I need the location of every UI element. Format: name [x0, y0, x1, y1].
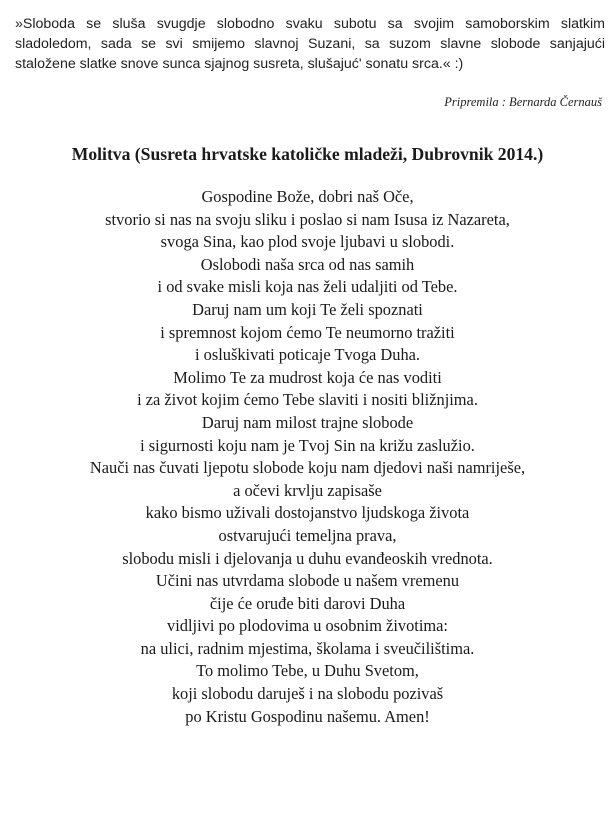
- prayer-line: Učini nas utvrdama slobode u našem vremenu: [155, 571, 460, 591]
- prayer-line: koji slobodu daruješ i na slobodu pozivaš: [171, 684, 444, 704]
- prayer-line: vidljivi po plodovima u osobnim životima:: [167, 616, 448, 636]
- prayer-line: Daruj nam um koji Te želi spoznati: [192, 299, 423, 319]
- intro-quote: »Sloboda se sluša svugdje slobodno svaku subotu sa svojim samoborskim slatkim sladoledom, sada se svi smijemo slavnoj Suzani, sa suzom slavne slobode sanjajući staložene slatke snove sunca sjajnog susreta, slušajuć' sonatu srca.« :): [15, 16, 605, 72]
- prayer-line: i osluškivati poticaje Tvoga Duha.: [194, 345, 421, 365]
- prayer-line: i sigurnosti koju nam je Tvoj Sin na križu zaslužio.: [140, 435, 475, 455]
- prayer-line: Molimo Te za mudrost koja će nas voditi: [173, 367, 442, 387]
- prayer-line: po Kristu Gospodinu našemu. Amen!: [185, 706, 430, 726]
- prayer-line: stvorio si nas na svoju sliku i poslao si nam Isusa iz Nazareta,: [105, 209, 510, 229]
- prayer-line: a očevi krvlju zapisaše: [233, 480, 382, 500]
- prayer-line: To molimo Tebe, u Duhu Svetom,: [196, 661, 419, 681]
- prayer-line: i od svake misli koja nas želi udaljiti od Tebe.: [157, 277, 458, 297]
- prayer-line: slobodu misli i djelovanja u duhu evanđeoskih vrednota.: [122, 548, 493, 568]
- prayer-line: Gospodine Bože, dobri naš Oče,: [201, 187, 414, 206]
- prayer-line: kako bismo uživali dostojanstvo ljudskoga života: [145, 503, 470, 523]
- prayer-line: i spremnost kojom ćemo Te neumorno tražiti: [160, 322, 455, 342]
- prayer-line: Nauči nas čuvati ljepotu slobode koju nam djedovi naši namriješe,: [89, 458, 526, 478]
- prayer-line: ostvarujući temeljna prava,: [218, 525, 397, 545]
- prayer-line: čije će oruđe biti darovi Duha: [209, 593, 406, 613]
- author-credit: Pripremila : Bernarda Černauš: [444, 95, 602, 109]
- prayer-title: Molitva (Susreta hrvatske katoličke mladeži, Dubrovnik 2014.): [71, 144, 544, 164]
- prayer-text: [0, 186, 615, 728]
- prayer-line: svoga Sina, kao plod svoje ljubavi u slobodi.: [160, 232, 455, 252]
- prayer-line: Oslobodi naša srca od nas samih: [200, 254, 415, 274]
- prayer-line: na ulici, radnim mjestima, školama i sveučilištima.: [140, 638, 475, 658]
- prayer-line: Daruj nam milost trajne slobode: [201, 412, 414, 432]
- prayer-line: i za život kojim ćemo Tebe slaviti i nositi bližnjima.: [137, 390, 478, 410]
